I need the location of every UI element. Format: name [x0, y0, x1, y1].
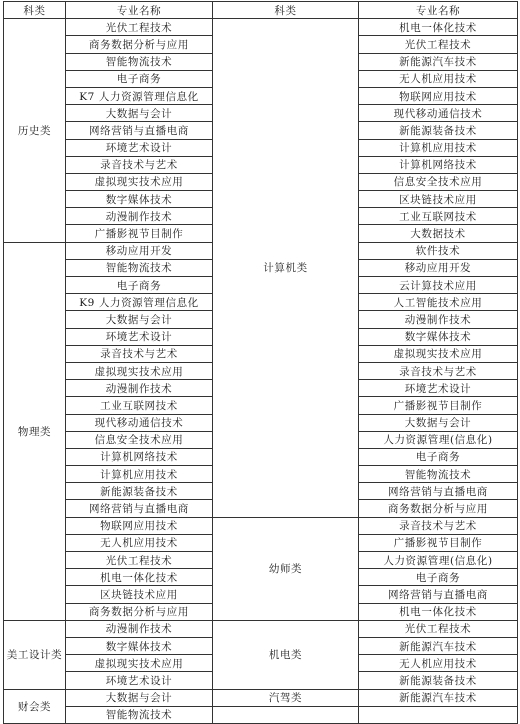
left-major-cell: 区块链技术应用 — [66, 586, 213, 603]
table-row — [4, 706, 518, 723]
left-major-cell: 物联网应用技术 — [66, 517, 213, 534]
header-left-major: 专业名称 — [66, 2, 213, 19]
right-major-cell: 大数据与会计 — [359, 414, 518, 431]
left-category-cell: 财会类 — [4, 689, 66, 723]
left-major-cell: 网络营销与直播电商 — [66, 500, 213, 517]
left-category-cell: 历史类 — [4, 19, 66, 242]
left-major-cell: 计算机应用技术 — [66, 466, 213, 483]
table-body — [4, 19, 518, 724]
left-major-cell: 电子商务 — [66, 277, 213, 294]
left-major-cell: 动漫制作技术 — [66, 620, 213, 637]
left-major-cell: 大数据与会计 — [66, 311, 213, 328]
left-major-cell: 智能物流技术 — [66, 259, 213, 276]
right-major-cell: 计算机应用技术 — [359, 139, 518, 156]
left-major-cell: 虚拟现实技术应用 — [66, 173, 213, 190]
left-major-cell: 大数据与会计 — [66, 689, 213, 706]
right-major-cell: 商务数据分析与应用 — [359, 500, 518, 517]
left-major-cell: 大数据与会计 — [66, 105, 213, 122]
left-category-cell: 物理类 — [4, 242, 66, 620]
right-major-cell: 物联网应用技术 — [359, 87, 518, 104]
left-major-cell: 移动应用开发 — [66, 242, 213, 259]
right-major-cell: 新能源汽车技术 — [359, 637, 518, 654]
right-major-cell: 软件技术 — [359, 242, 518, 259]
right-major-cell: 光伏工程技术 — [359, 36, 518, 53]
left-major-cell: 商务数据分析与应用 — [66, 603, 213, 620]
right-major-cell: 无人机应用技术 — [359, 70, 518, 87]
left-major-cell: 虚拟现实技术应用 — [66, 655, 213, 672]
right-major-cell: 网络营销与直播电商 — [359, 483, 518, 500]
left-major-cell: 光伏工程技术 — [66, 19, 213, 36]
right-major-cell: 录音技术与艺术 — [359, 362, 518, 379]
right-major-cell: 广播影视节目制作 — [359, 534, 518, 551]
right-major-cell: 智能物流技术 — [359, 466, 518, 483]
right-category-cell — [213, 706, 359, 723]
left-major-cell: 机电一体化技术 — [66, 569, 213, 586]
header-right-category: 科类 — [213, 2, 359, 19]
left-major-cell: 智能物流技术 — [66, 706, 213, 723]
left-major-cell: K9 人力资源管理信息化 — [66, 294, 213, 311]
left-major-cell: 环境艺术设计 — [66, 672, 213, 689]
right-major-cell: 人力资源管理(信息化) — [359, 431, 518, 448]
right-major-cell: 动漫制作技术 — [359, 311, 518, 328]
left-major-cell: 广播影视节目制作 — [66, 225, 213, 242]
right-major-cell: 新能源装备技术 — [359, 672, 518, 689]
right-major-cell: 录音技术与艺术 — [359, 517, 518, 534]
right-major-cell: 广播影视节目制作 — [359, 397, 518, 414]
right-category-cell: 幼师类 — [213, 517, 359, 620]
header-right-major: 专业名称 — [359, 2, 518, 19]
right-major-cell: 虚拟现实技术应用 — [359, 345, 518, 362]
left-major-cell: 网络营销与直播电商 — [66, 122, 213, 139]
left-major-cell: 动漫制作技术 — [66, 380, 213, 397]
left-major-cell: K7 人力资源管理信息化 — [66, 87, 213, 104]
table-row — [4, 620, 518, 637]
left-major-cell: 商务数据分析与应用 — [66, 36, 213, 53]
right-major-cell: 机电一体化技术 — [359, 19, 518, 36]
left-major-cell: 光伏工程技术 — [66, 552, 213, 569]
right-major-cell: 移动应用开发 — [359, 259, 518, 276]
left-major-cell: 数字媒体技术 — [66, 637, 213, 654]
right-major-cell: 信息安全技术应用 — [359, 173, 518, 190]
right-major-cell: 无人机应用技术 — [359, 655, 518, 672]
left-major-cell: 环境艺术设计 — [66, 139, 213, 156]
right-major-cell: 计算机网络技术 — [359, 156, 518, 173]
right-major-cell: 大数据技术 — [359, 225, 518, 242]
left-major-cell: 电子商务 — [66, 70, 213, 87]
majors-table — [3, 1, 518, 724]
header-left-category: 科类 — [4, 2, 66, 19]
left-major-cell: 环境艺术设计 — [66, 328, 213, 345]
table-row — [4, 19, 518, 36]
right-major-cell: 云计算技术应用 — [359, 277, 518, 294]
table-row — [4, 689, 518, 706]
left-major-cell: 计算机网络技术 — [66, 448, 213, 465]
right-major-cell: 工业互联网技术 — [359, 208, 518, 225]
left-major-cell: 智能物流技术 — [66, 53, 213, 70]
right-major-cell: 电子商务 — [359, 569, 518, 586]
right-major-cell: 人力资源管理(信息化) — [359, 552, 518, 569]
header-row — [4, 2, 518, 19]
right-major-cell: 环境艺术设计 — [359, 380, 518, 397]
right-major-cell: 机电一体化技术 — [359, 603, 518, 620]
right-major-cell: 区块链技术应用 — [359, 191, 518, 208]
right-category-cell: 汽驾类 — [213, 689, 359, 706]
left-major-cell: 工业互联网技术 — [66, 397, 213, 414]
right-major-cell: 人工智能技术应用 — [359, 294, 518, 311]
left-major-cell: 录音技术与艺术 — [66, 156, 213, 173]
left-major-cell: 虚拟现实技术应用 — [66, 362, 213, 379]
left-major-cell: 信息安全技术应用 — [66, 431, 213, 448]
left-major-cell: 新能源装备技术 — [66, 483, 213, 500]
left-major-cell: 无人机应用技术 — [66, 534, 213, 551]
right-major-cell: 光伏工程技术 — [359, 620, 518, 637]
left-category-cell: 美工设计类 — [4, 620, 66, 689]
right-major-cell: 网络营销与直播电商 — [359, 586, 518, 603]
right-category-cell: 机电类 — [213, 620, 359, 689]
right-major-cell: 新能源装备技术 — [359, 122, 518, 139]
right-major-cell: 新能源汽车技术 — [359, 53, 518, 70]
left-major-cell: 动漫制作技术 — [66, 208, 213, 225]
left-major-cell: 录音技术与艺术 — [66, 345, 213, 362]
left-major-cell: 现代移动通信技术 — [66, 414, 213, 431]
right-major-cell: 现代移动通信技术 — [359, 105, 518, 122]
right-major-cell: 新能源汽车技术 — [359, 689, 518, 706]
right-major-cell — [359, 706, 518, 723]
table-row — [4, 517, 518, 534]
right-category-cell: 计算机类 — [213, 19, 359, 517]
right-major-cell: 数字媒体技术 — [359, 328, 518, 345]
left-major-cell: 数字媒体技术 — [66, 191, 213, 208]
right-major-cell: 电子商务 — [359, 448, 518, 465]
